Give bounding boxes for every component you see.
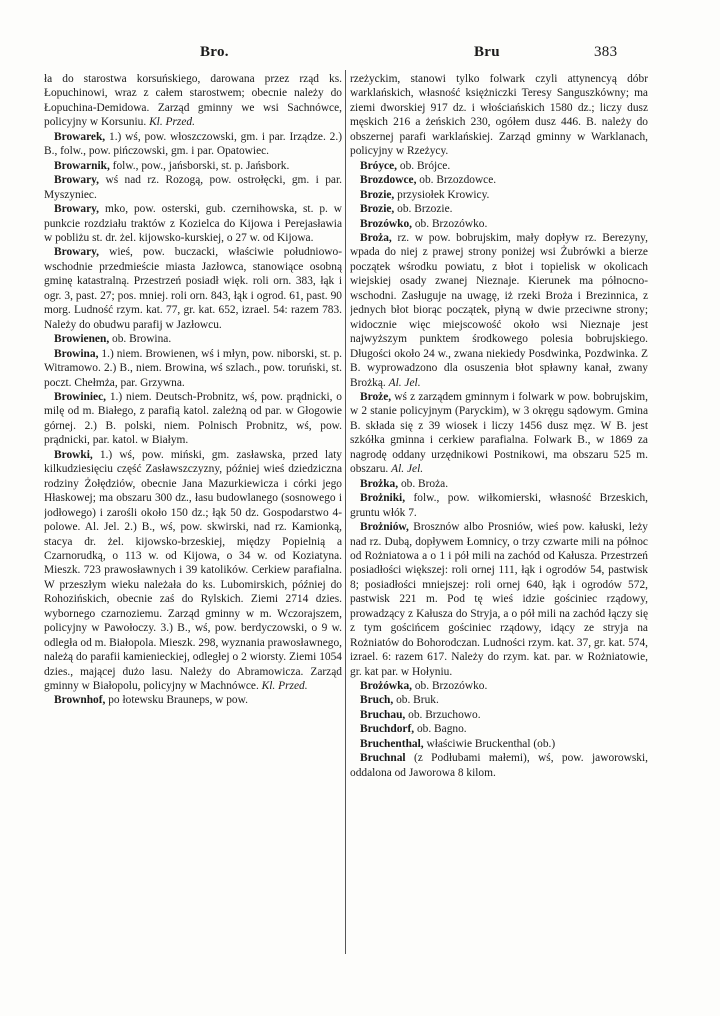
- entry-headword: Brozówko,: [360, 217, 412, 230]
- dictionary-entry: [350, 202, 648, 216]
- entry-text: ob. Brzuchowo.: [408, 708, 481, 721]
- entry-headword: Broża,: [360, 231, 392, 244]
- entry-headword: Brozie,: [360, 203, 395, 216]
- entry-author: Kl. Przed.: [261, 680, 308, 693]
- dictionary-entry: [350, 72, 648, 159]
- dictionary-entry: [350, 173, 648, 187]
- entry-text: właściwie Bruckenthal (ob.): [426, 737, 556, 750]
- dictionary-entry: [44, 245, 342, 332]
- entry-headword: Brozie,: [360, 188, 395, 201]
- column-divider: [345, 70, 346, 954]
- entry-headword: Browary,: [54, 246, 100, 259]
- left-text-column: [44, 72, 342, 962]
- dictionary-entry: [350, 722, 648, 736]
- dictionary-entry: [350, 520, 648, 679]
- entry-headword: Brożka,: [360, 477, 399, 490]
- entry-headword: Browary,: [54, 203, 100, 216]
- entry-text: (z Podłubami małemi), wś, pow. jaworowski, oddalona od Jaworowa 8 kilom.: [350, 752, 648, 779]
- entry-headword: Browki,: [54, 448, 93, 461]
- entry-text: wieś, pow. buczacki, właściwie południowo-wschodnie przedmieście miasta Jazłowca, stanowiące osobną gminę katastralną. Przestrzeń posiadł więk. roli orn. 383, łąk i ogr. 3, past. 27; pos. mniej. roli orn. 843, łąk i ogrod. 61, past. 90 morg. Ludność rzym. kat. 77, gr. kat. 652, izrael. 54: razem 783. Należy do obudwu parafij w Jazłowcu.: [44, 246, 342, 331]
- entry-text: ob. Brzozówko.: [414, 680, 488, 693]
- entry-text: ob. Brzozie.: [397, 203, 453, 216]
- entry-headword: Brożniów,: [360, 521, 409, 534]
- dictionary-entry: [44, 448, 342, 694]
- entry-text: folw., pow., jańsborski, st. p. Jańsbork.: [112, 159, 290, 172]
- dictionary-entry: [350, 390, 648, 477]
- dictionary-entry: [44, 130, 342, 159]
- dictionary-entry: [350, 737, 648, 751]
- entry-headword: Brożniki,: [360, 492, 406, 505]
- entry-text: 1.) wś, pow. miński, gm. zasławska, przed laty kilkudziesięciu część Zasławszczyzny, później wieś dziedziczna rodziny Żołędziów, obecnie Jana Mazurkiewicza i córki jego Hłaskowej; ma obszaru 300 dz., łasu budowlanego (sosnowego i jodłowego) i zarośli około 150 dz.; łąk 50 dz. Gospodarstwo 4-polowe. Al. Jel. 2.) B., wś, pow. skwirski, nad rz. Kamionką, stacya dr. żel. kijowsko-brzeskiej, między Popielnią a Czarnorudką, o 113 w. od Kijowa, o 34 w. od Koziatyna. Mieszk. 723 prawosławnych i 39 katolików. Cerkiew parafialna. W przeszłym wieku należała do ks. Lubomirskich, później do Rohozińskich, obecnie zaś do Rylskich. Ziemi 2714 dzies. wybornego czarnoziemu. Zarząd gminny w m. Wczorajszem, policyjny w Pawołoczy. 3.) B., wś, pow. berdyczowski, o 9 w. odległa od m. Białopola. Mieszk. 298, wyznania prawosławnego, należą do parafii kamienieckiej, odległej o 2 wiorsty. Ziemi 1054 dzies., mającej dużo lasu. Należy do Abramowicza. Zarząd gminny w Białopolu, policyjny w Machnówce.: [44, 448, 342, 693]
- entry-headword: Browarnik,: [54, 159, 110, 172]
- dictionary-entry: [350, 679, 648, 693]
- entry-headword: Broże,: [360, 390, 392, 403]
- entry-text: ob. Brójce.: [399, 159, 451, 172]
- entry-headword: Brownhof,: [54, 694, 106, 707]
- entry-headword: Brożówka,: [360, 680, 412, 693]
- entry-text: 1.) niem. Deutsch-Probnitz, wś, pow. prądnicki, o milę od m. Białego, z parafią katol. zależną od par. w Głogowie górnej. 2.) B. polski, niem. Polnisch Probnitz, wś, pow. prądnicki, par. katol. w Białym.: [44, 390, 342, 447]
- header-left-word: Bro.: [200, 44, 229, 60]
- dictionary-entry: [350, 751, 648, 780]
- entry-text: folw., pow. wiłkomierski, własność Brzeskich, gruntu włók 7.: [350, 492, 648, 519]
- dictionary-entry: [44, 202, 342, 245]
- entry-headword: Bruchau,: [360, 708, 406, 721]
- dictionary-entry: [44, 159, 342, 173]
- entry-text: przysiołek Krowicy.: [397, 188, 490, 201]
- entry-text: ob. Bagno.: [416, 723, 467, 736]
- dictionary-entry: [44, 390, 342, 448]
- entry-headword: Bruchdorf,: [360, 723, 415, 736]
- dictionary-entry: [44, 693, 342, 707]
- dictionary-entry: [350, 217, 648, 231]
- entry-author: Al. Jel.: [388, 376, 421, 389]
- dictionary-entry: [350, 159, 648, 173]
- dictionary-entry: [350, 708, 648, 722]
- entry-headword: Brozdowce,: [360, 174, 417, 187]
- dictionary-entry: [350, 477, 648, 491]
- entry-text: 1.) niem. Browienen, wś i młyn, pow. niborski, st. p. Witramowo. 2.) B., niem. Browina, wś szlach., pow. toruński, st. poczt. Chełmża, par. Grzywna.: [44, 347, 342, 389]
- dictionary-entry: [44, 332, 342, 346]
- entry-text: ła do starostwa korsuńskiego, darowana przez rząd ks. Łopuchinowi, wraz z całem starostwem; obecnie należy do Łopuchina-Demidowa. Zarząd gminny we wsi Sachnówce, policyjny w Korsuniu.: [44, 73, 342, 129]
- entry-headword: Bruchenthal,: [360, 737, 424, 750]
- entry-text: mko, pow. osterski, gub. czernihowska, st. p. w punkcie rozdziału traktów z Kozielca do Kijowa i Perejasławia w pobliżu st. dr. żel. kijowsko-kurskiej, o 27 w. od Kijowa.: [44, 203, 342, 244]
- entry-headword: Browary,: [54, 174, 100, 187]
- entry-headword: Browarek,: [54, 130, 106, 143]
- entry-text: 1.) wś, pow. włoszczowski, gm. i par. Irządze. 2.) B., folw., pow. pińczowski, gm. i par. Opatowiec.: [44, 130, 342, 158]
- entry-text: ob. Broża.: [400, 477, 449, 490]
- entry-headword: Browina,: [54, 347, 99, 360]
- entry-text: rzeżyckim, stanowi tylko folwark czyli attynencyą dóbr warklańskich, własność księżniczki Teresy Sanguszkówny; ma ziemi dworskiej 917 dz. i włościańskich 1580 dz.; liczy dusz męskich 216 a żeńskich 230, ogółem dusz 446. B. należy do obszernej parafi warklańskiej. Zarząd gminny w Warklanach, policyjny w Rzeżycy.: [350, 73, 648, 158]
- entry-text: ob. Brzozdowce.: [419, 174, 497, 187]
- entry-text: rz. w pow. bobrujskim, mały dopływ rz. Berezyny, wpada do niej z prawej strony poniżej wsi Żubrówki a bierze początek wśrodku powiatu, z błot i topielisk w okolicach wiejskiej osady zwanej Nieznaje. Kierunek ma północno-wschodni. Zasługuje na uwagę, iż rzeki Broża i Brezinnica, z jednych błot biorąc początek, płyną w dwie przeciwne strony; widocznie więc miejscowość około wsi Nieznaje jest najwyższym punktem środkowego polesia bobrujskiego. Długości około 24 w., zwana niekiedy Posdwinka, Pozdwinka. Z B. wyprowadzono dla osuszenia błot spławny kanał, zwany Brożką.: [350, 231, 648, 389]
- dictionary-entry: [44, 72, 342, 130]
- entry-headword: Bruch,: [360, 694, 394, 707]
- page-number: 383: [594, 44, 618, 60]
- dictionary-entry: [350, 693, 648, 707]
- entry-headword: Bróyce,: [360, 159, 398, 172]
- entry-text: Brosznów albo Prosniów, wieś pow. kałuski, leży nad rz. Dubą, dopływem Łomnicy, o trzy czwarte mili na północ od Rożniatowa a o 1 i pół mili na zachód od Kałusza. Przestrzeń posiadłości większej: roli ornej 111, łąk i ogrodów 54, pastwisk 8; posiadłości mniejszej: roli ornej 640, łąk i ogrodów 572, pastwisk 221 m. Pod tę wieś idzie gościniec rządowy, prowadzący z Kałusza do Stryja, a o pół mili na zachód łączy się z tym gościńcem gościniec rządowy, idący ze stryja na Rożniatów do Bohorodczan. Ludności rzym. kat. 37, gr. kat. 574, izrael. 6: razem 617. Należy do rzym. kat. par. w Rożniatowie, gr. kat par. w Hołyniu.: [350, 521, 648, 678]
- entry-text: ob. Brzozówko.: [414, 217, 488, 230]
- dictionary-entry: [350, 491, 648, 520]
- entry-headword: Browiniec,: [54, 390, 106, 403]
- dictionary-entry: [350, 231, 648, 390]
- entry-text: ob. Bruk.: [396, 694, 439, 707]
- entry-text: wś nad rz. Rozogą, pow. ostrołęcki, gm. i par. Myszyniec.: [44, 174, 342, 201]
- right-text-column: [350, 72, 648, 962]
- entry-author: Al. Jel.: [391, 463, 424, 476]
- header-center-word: Bru: [474, 44, 500, 60]
- dictionary-entry: [44, 173, 342, 202]
- entry-text: po łotewsku Brauneps, w pow.: [108, 694, 248, 707]
- entry-author: Kl. Przed.: [149, 116, 195, 129]
- dictionary-entry: [44, 347, 342, 390]
- entry-headword: Browienen,: [54, 333, 110, 346]
- entry-text: ob. Browina.: [112, 333, 172, 346]
- dictionary-entry: [350, 188, 648, 202]
- entry-headword: Bruchnal: [360, 752, 406, 765]
- entry-text: wś z zarządem gminnym i folwark w pow. bobrujskim, w 2 stanie policyjnym (Paryckim), w 3 okręgu sądowym. Gmina B. składa się z 39 wiosek i liczy 1456 dusz męz. W B. jest szkółka gminna i cerkiew parafialna. Folwark B., w 1869 za nagrodę oddany urzędnikowi Postnikowi, ma obszaru 525 m. obszaru.: [350, 390, 648, 476]
